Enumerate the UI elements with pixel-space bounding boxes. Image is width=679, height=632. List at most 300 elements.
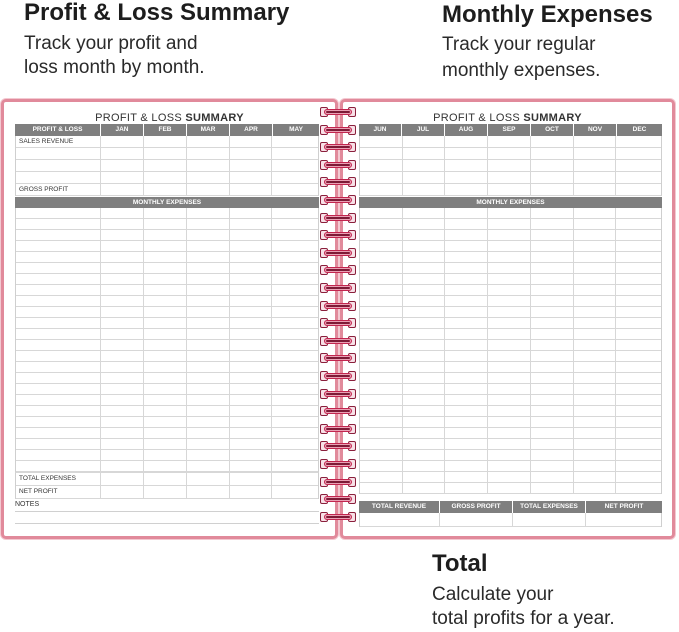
- table-cell[interactable]: [16, 450, 101, 460]
- table-cell[interactable]: [616, 450, 661, 460]
- table-cell[interactable]: [574, 406, 617, 416]
- table-cell[interactable]: [360, 285, 403, 295]
- table-cell[interactable]: [531, 296, 574, 306]
- table-cell[interactable]: [488, 483, 531, 493]
- table-cell[interactable]: [360, 296, 403, 306]
- table-cell[interactable]: [187, 230, 230, 240]
- table-cell[interactable]: [230, 428, 273, 438]
- table-cell[interactable]: [230, 296, 273, 306]
- table-cell[interactable]: [403, 406, 446, 416]
- table-cell[interactable]: [574, 340, 617, 350]
- table-cell[interactable]: [445, 148, 488, 159]
- table-cell[interactable]: [360, 274, 403, 284]
- table-cell[interactable]: [187, 307, 230, 317]
- table-cell[interactable]: [230, 329, 273, 339]
- table-cell[interactable]: [616, 263, 661, 273]
- table-cell[interactable]: [272, 461, 318, 471]
- table-cell[interactable]: [616, 428, 661, 438]
- table-cell[interactable]: [144, 263, 187, 273]
- table-cell[interactable]: [488, 395, 531, 405]
- table-cell[interactable]: [16, 439, 101, 449]
- table-cell[interactable]: [230, 241, 273, 251]
- table-cell[interactable]: [403, 296, 446, 306]
- table-cell[interactable]: [101, 252, 144, 262]
- table-cell[interactable]: [230, 318, 273, 328]
- table-cell[interactable]: [101, 184, 144, 195]
- table-cell[interactable]: [272, 384, 318, 394]
- table-cell[interactable]: [488, 461, 531, 471]
- table-cell[interactable]: [574, 136, 617, 147]
- table-cell[interactable]: [488, 340, 531, 350]
- table-cell[interactable]: [488, 329, 531, 339]
- table-cell[interactable]: [272, 241, 318, 251]
- table-cell[interactable]: [144, 184, 187, 195]
- table-cell[interactable]: [272, 172, 318, 183]
- table-cell[interactable]: [16, 285, 101, 295]
- table-cell[interactable]: [531, 406, 574, 416]
- table-cell[interactable]: [16, 395, 101, 405]
- table-cell[interactable]: [403, 362, 446, 372]
- table-cell[interactable]: [616, 219, 661, 229]
- table-cell[interactable]: [360, 373, 403, 383]
- table-cell[interactable]: [16, 461, 101, 471]
- table-cell[interactable]: [101, 296, 144, 306]
- table-cell[interactable]: [488, 307, 531, 317]
- table-cell[interactable]: [531, 417, 574, 427]
- table-cell[interactable]: [616, 285, 661, 295]
- table-cell[interactable]: [445, 362, 488, 372]
- table-cell[interactable]: [445, 340, 488, 350]
- table-cell[interactable]: [403, 285, 446, 295]
- table-cell[interactable]: [574, 439, 617, 449]
- table-cell[interactable]: [16, 417, 101, 427]
- table-cell[interactable]: [101, 351, 144, 361]
- table-cell[interactable]: [574, 395, 617, 405]
- row-label[interactable]: [16, 172, 101, 183]
- table-cell[interactable]: [230, 184, 273, 195]
- table-cell[interactable]: [616, 362, 661, 372]
- table-cell[interactable]: [616, 318, 661, 328]
- table-cell[interactable]: [531, 351, 574, 361]
- table-cell[interactable]: [403, 241, 446, 251]
- table-cell[interactable]: [488, 417, 531, 427]
- table-cell[interactable]: [272, 274, 318, 284]
- table-cell[interactable]: [616, 184, 661, 195]
- table-cell[interactable]: [488, 230, 531, 240]
- table-cell[interactable]: [272, 373, 318, 383]
- table-cell[interactable]: [360, 351, 403, 361]
- table-cell[interactable]: [531, 439, 574, 449]
- table-cell[interactable]: [101, 208, 144, 218]
- table-cell[interactable]: [144, 329, 187, 339]
- table-cell[interactable]: [403, 472, 446, 482]
- table-cell[interactable]: [531, 184, 574, 195]
- table-cell[interactable]: [445, 241, 488, 251]
- table-cell[interactable]: [272, 486, 318, 498]
- table-cell[interactable]: [445, 136, 488, 147]
- table-cell[interactable]: [16, 307, 101, 317]
- table-cell[interactable]: [440, 513, 513, 526]
- table-cell[interactable]: [144, 417, 187, 427]
- table-cell[interactable]: [574, 329, 617, 339]
- table-cell[interactable]: [144, 473, 187, 485]
- table-cell[interactable]: [187, 373, 230, 383]
- table-cell[interactable]: [16, 263, 101, 273]
- table-cell[interactable]: [144, 274, 187, 284]
- table-cell[interactable]: [187, 351, 230, 361]
- table-cell[interactable]: [574, 461, 617, 471]
- table-cell[interactable]: [488, 384, 531, 394]
- table-cell[interactable]: [144, 208, 187, 218]
- table-cell[interactable]: [445, 318, 488, 328]
- table-cell[interactable]: [144, 285, 187, 295]
- table-cell[interactable]: [230, 362, 273, 372]
- table-cell[interactable]: [230, 373, 273, 383]
- table-cell[interactable]: [616, 439, 661, 449]
- table-cell[interactable]: [144, 148, 187, 159]
- table-cell[interactable]: [230, 450, 273, 460]
- table-cell[interactable]: [360, 172, 403, 183]
- table-cell[interactable]: [230, 417, 273, 427]
- table-cell[interactable]: [445, 329, 488, 339]
- table-cell[interactable]: [230, 148, 273, 159]
- table-cell[interactable]: [403, 307, 446, 317]
- table-cell[interactable]: [445, 406, 488, 416]
- table-cell[interactable]: [360, 461, 403, 471]
- table-cell[interactable]: [16, 351, 101, 361]
- table-cell[interactable]: [403, 263, 446, 273]
- table-cell[interactable]: [445, 483, 488, 493]
- table-cell[interactable]: [144, 136, 187, 147]
- table-cell[interactable]: [531, 307, 574, 317]
- table-cell[interactable]: [230, 307, 273, 317]
- table-cell[interactable]: [230, 461, 273, 471]
- table-cell[interactable]: [531, 384, 574, 394]
- table-cell[interactable]: [144, 362, 187, 372]
- table-cell[interactable]: [574, 219, 617, 229]
- table-cell[interactable]: [187, 172, 230, 183]
- table-cell[interactable]: [403, 230, 446, 240]
- table-cell[interactable]: [574, 296, 617, 306]
- table-cell[interactable]: [187, 184, 230, 195]
- table-cell[interactable]: [360, 428, 403, 438]
- table-cell[interactable]: [445, 395, 488, 405]
- table-cell[interactable]: [574, 450, 617, 460]
- table-cell[interactable]: [360, 384, 403, 394]
- table-cell[interactable]: [230, 274, 273, 284]
- table-cell[interactable]: [16, 230, 101, 240]
- table-cell[interactable]: [272, 417, 318, 427]
- table-cell[interactable]: [101, 318, 144, 328]
- table-cell[interactable]: [101, 241, 144, 251]
- table-cell[interactable]: [144, 439, 187, 449]
- table-cell[interactable]: [586, 513, 662, 526]
- table-cell[interactable]: [574, 184, 617, 195]
- table-cell[interactable]: [488, 184, 531, 195]
- table-cell[interactable]: [272, 318, 318, 328]
- table-cell[interactable]: [144, 296, 187, 306]
- table-cell[interactable]: [616, 160, 661, 171]
- table-cell[interactable]: [616, 296, 661, 306]
- table-cell[interactable]: [445, 252, 488, 262]
- table-cell[interactable]: [616, 172, 661, 183]
- table-cell[interactable]: [574, 307, 617, 317]
- table-cell[interactable]: [101, 274, 144, 284]
- table-cell[interactable]: [574, 160, 617, 171]
- table-cell[interactable]: [574, 428, 617, 438]
- table-cell[interactable]: [187, 148, 230, 159]
- table-cell[interactable]: [403, 329, 446, 339]
- table-cell[interactable]: [445, 351, 488, 361]
- table-cell[interactable]: [403, 208, 446, 218]
- table-cell[interactable]: [574, 274, 617, 284]
- table-cell[interactable]: [101, 172, 144, 183]
- table-cell[interactable]: [403, 483, 446, 493]
- table-cell[interactable]: [360, 252, 403, 262]
- table-cell[interactable]: [101, 136, 144, 147]
- table-cell[interactable]: [101, 406, 144, 416]
- table-cell[interactable]: [230, 395, 273, 405]
- table-cell[interactable]: [16, 362, 101, 372]
- table-cell[interactable]: [403, 160, 446, 171]
- table-cell[interactable]: [230, 263, 273, 273]
- table-cell[interactable]: [531, 241, 574, 251]
- table-cell[interactable]: [187, 241, 230, 251]
- table-cell[interactable]: [616, 241, 661, 251]
- table-cell[interactable]: [360, 417, 403, 427]
- table-cell[interactable]: [445, 230, 488, 240]
- table-cell[interactable]: [144, 230, 187, 240]
- table-cell[interactable]: [187, 329, 230, 339]
- table-cell[interactable]: [230, 230, 273, 240]
- table-cell[interactable]: [616, 351, 661, 361]
- table-cell[interactable]: [531, 230, 574, 240]
- table-cell[interactable]: [403, 340, 446, 350]
- table-cell[interactable]: [144, 252, 187, 262]
- table-cell[interactable]: [616, 483, 661, 493]
- table-cell[interactable]: [531, 208, 574, 218]
- table-cell[interactable]: [272, 285, 318, 295]
- table-cell[interactable]: [531, 318, 574, 328]
- table-cell[interactable]: [272, 395, 318, 405]
- table-cell[interactable]: [531, 483, 574, 493]
- table-cell[interactable]: [488, 296, 531, 306]
- table-cell[interactable]: [16, 241, 101, 251]
- table-cell[interactable]: [187, 318, 230, 328]
- table-cell[interactable]: [230, 208, 273, 218]
- table-cell[interactable]: [272, 252, 318, 262]
- table-cell[interactable]: [616, 384, 661, 394]
- table-cell[interactable]: [187, 136, 230, 147]
- table-cell[interactable]: [616, 417, 661, 427]
- table-cell[interactable]: [360, 513, 440, 526]
- table-cell[interactable]: [531, 329, 574, 339]
- table-cell[interactable]: [488, 373, 531, 383]
- table-cell[interactable]: [144, 219, 187, 229]
- table-cell[interactable]: [101, 373, 144, 383]
- table-cell[interactable]: [144, 428, 187, 438]
- table-cell[interactable]: [403, 461, 446, 471]
- table-cell[interactable]: [403, 148, 446, 159]
- table-cell[interactable]: [531, 472, 574, 482]
- table-cell[interactable]: [616, 230, 661, 240]
- table-cell[interactable]: [101, 307, 144, 317]
- table-cell[interactable]: [531, 219, 574, 229]
- table-cell[interactable]: [230, 439, 273, 449]
- table-cell[interactable]: [230, 136, 273, 147]
- table-cell[interactable]: [360, 241, 403, 251]
- table-cell[interactable]: [16, 329, 101, 339]
- table-cell[interactable]: [445, 285, 488, 295]
- table-cell[interactable]: [187, 219, 230, 229]
- table-cell[interactable]: [574, 483, 617, 493]
- table-cell[interactable]: [101, 340, 144, 350]
- table-cell[interactable]: [16, 296, 101, 306]
- table-cell[interactable]: [445, 263, 488, 273]
- table-cell[interactable]: [101, 219, 144, 229]
- table-cell[interactable]: [144, 384, 187, 394]
- table-cell[interactable]: [616, 373, 661, 383]
- table-cell[interactable]: [101, 473, 144, 485]
- table-cell[interactable]: [513, 513, 586, 526]
- table-cell[interactable]: [488, 406, 531, 416]
- table-cell[interactable]: [187, 160, 230, 171]
- table-cell[interactable]: [445, 184, 488, 195]
- table-cell[interactable]: [616, 252, 661, 262]
- table-cell[interactable]: [531, 340, 574, 350]
- table-cell[interactable]: [272, 450, 318, 460]
- table-cell[interactable]: [360, 184, 403, 195]
- table-cell[interactable]: [16, 252, 101, 262]
- table-cell[interactable]: [16, 384, 101, 394]
- table-cell[interactable]: [403, 450, 446, 460]
- table-cell[interactable]: [445, 450, 488, 460]
- table-cell[interactable]: [360, 318, 403, 328]
- table-cell[interactable]: [616, 208, 661, 218]
- table-cell[interactable]: [360, 472, 403, 482]
- table-cell[interactable]: [144, 461, 187, 471]
- table-cell[interactable]: [488, 172, 531, 183]
- table-cell[interactable]: [531, 148, 574, 159]
- table-cell[interactable]: [360, 160, 403, 171]
- table-cell[interactable]: [488, 472, 531, 482]
- table-cell[interactable]: [101, 428, 144, 438]
- table-cell[interactable]: [187, 461, 230, 471]
- table-cell[interactable]: [574, 208, 617, 218]
- table-cell[interactable]: [360, 307, 403, 317]
- table-cell[interactable]: [272, 296, 318, 306]
- table-cell[interactable]: [16, 208, 101, 218]
- table-cell[interactable]: [531, 160, 574, 171]
- table-cell[interactable]: [16, 274, 101, 284]
- table-cell[interactable]: [272, 230, 318, 240]
- table-cell[interactable]: [16, 373, 101, 383]
- table-cell[interactable]: [144, 160, 187, 171]
- table-cell[interactable]: [574, 318, 617, 328]
- table-cell[interactable]: [360, 362, 403, 372]
- table-cell[interactable]: [230, 252, 273, 262]
- table-cell[interactable]: [101, 285, 144, 295]
- table-cell[interactable]: [360, 329, 403, 339]
- table-cell[interactable]: [531, 428, 574, 438]
- table-cell[interactable]: [445, 384, 488, 394]
- table-cell[interactable]: [144, 351, 187, 361]
- table-cell[interactable]: [101, 148, 144, 159]
- table-cell[interactable]: [403, 384, 446, 394]
- table-cell[interactable]: [531, 252, 574, 262]
- table-cell[interactable]: [488, 208, 531, 218]
- table-cell[interactable]: [272, 136, 318, 147]
- table-cell[interactable]: [360, 263, 403, 273]
- table-cell[interactable]: [531, 172, 574, 183]
- table-cell[interactable]: [230, 406, 273, 416]
- table-cell[interactable]: [574, 241, 617, 251]
- table-cell[interactable]: [144, 406, 187, 416]
- table-cell[interactable]: [488, 148, 531, 159]
- table-cell[interactable]: [488, 136, 531, 147]
- table-cell[interactable]: [531, 285, 574, 295]
- table-cell[interactable]: [187, 263, 230, 273]
- table-cell[interactable]: [101, 395, 144, 405]
- table-cell[interactable]: [488, 450, 531, 460]
- table-cell[interactable]: [403, 274, 446, 284]
- table-cell[interactable]: [531, 362, 574, 372]
- table-cell[interactable]: [187, 252, 230, 262]
- table-cell[interactable]: [101, 384, 144, 394]
- table-cell[interactable]: [16, 428, 101, 438]
- table-cell[interactable]: [445, 274, 488, 284]
- table-cell[interactable]: [445, 439, 488, 449]
- table-cell[interactable]: [403, 219, 446, 229]
- table-cell[interactable]: [187, 473, 230, 485]
- table-cell[interactable]: [187, 274, 230, 284]
- row-label[interactable]: [16, 148, 101, 159]
- table-cell[interactable]: [616, 274, 661, 284]
- table-cell[interactable]: [187, 428, 230, 438]
- table-cell[interactable]: [488, 219, 531, 229]
- table-cell[interactable]: [531, 373, 574, 383]
- table-cell[interactable]: [144, 450, 187, 460]
- table-cell[interactable]: [230, 384, 273, 394]
- table-cell[interactable]: [616, 340, 661, 350]
- table-cell[interactable]: [403, 318, 446, 328]
- table-cell[interactable]: [144, 318, 187, 328]
- table-cell[interactable]: [187, 285, 230, 295]
- table-cell[interactable]: [616, 461, 661, 471]
- table-cell[interactable]: [531, 461, 574, 471]
- table-cell[interactable]: [360, 450, 403, 460]
- table-cell[interactable]: [616, 395, 661, 405]
- table-cell[interactable]: [187, 395, 230, 405]
- table-cell[interactable]: [230, 473, 273, 485]
- table-cell[interactable]: [187, 296, 230, 306]
- table-cell[interactable]: [272, 362, 318, 372]
- table-cell[interactable]: [101, 450, 144, 460]
- table-cell[interactable]: [187, 439, 230, 449]
- table-cell[interactable]: [616, 148, 661, 159]
- table-cell[interactable]: [360, 439, 403, 449]
- table-cell[interactable]: [144, 307, 187, 317]
- table-cell[interactable]: [616, 136, 661, 147]
- table-cell[interactable]: [272, 263, 318, 273]
- table-cell[interactable]: [187, 450, 230, 460]
- table-cell[interactable]: [230, 160, 273, 171]
- table-cell[interactable]: [360, 230, 403, 240]
- table-cell[interactable]: [272, 208, 318, 218]
- table-cell[interactable]: [531, 395, 574, 405]
- table-cell[interactable]: [360, 136, 403, 147]
- table-cell[interactable]: [488, 263, 531, 273]
